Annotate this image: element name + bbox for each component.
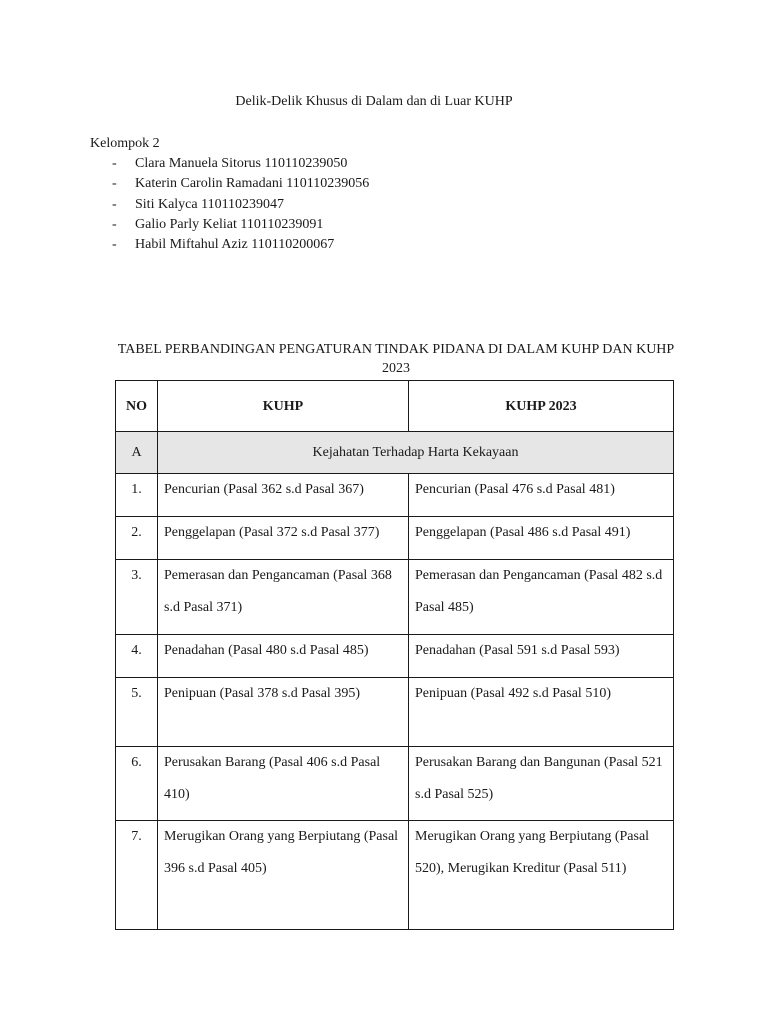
kuhp-2023-cell: Merugikan Orang yang Berpiutang (Pasal 520), Merugikan Kreditur (Pasal 511)	[409, 821, 674, 930]
list-item	[112, 155, 369, 175]
kuhp-cell: Penadahan (Pasal 480 s.d Pasal 485)	[158, 635, 409, 678]
member-name: Galio Parly Keliat 110110239091	[135, 216, 324, 232]
bullet-dash: -	[112, 156, 117, 171]
table-row	[116, 635, 674, 678]
member-name: Siti Kalyca 110110239047	[135, 196, 285, 212]
kuhp-2023-cell: Pencurian (Pasal 476 s.d Pasal 481)	[409, 474, 674, 517]
table-row	[116, 678, 674, 747]
header-kuhp-2023: KUHP 2023	[409, 381, 674, 432]
kuhp-cell: Merugikan Orang yang Berpiutang (Pasal 396 s.d Pasal 405)	[158, 821, 409, 930]
row-no: 7.	[116, 821, 158, 930]
table-row	[116, 560, 674, 635]
member-name: Katerin Carolin Ramadani 110110239056	[135, 176, 370, 192]
kuhp-2023-cell: Penipuan (Pasal 492 s.d Pasal 510)	[409, 678, 674, 747]
row-no: 2.	[116, 517, 158, 560]
table-row	[116, 821, 674, 930]
member-list	[112, 155, 369, 256]
table-row	[116, 517, 674, 560]
table-row	[116, 747, 674, 821]
header-kuhp: KUHP	[158, 381, 409, 432]
document-title: Delik-Delik Khusus di Dalam dan di Luar KUHP	[235, 94, 513, 109]
kuhp-2023-cell: Penggelapan (Pasal 486 s.d Pasal 491)	[409, 517, 674, 560]
bullet-dash: -	[112, 216, 117, 232]
kuhp-2023-cell: Penadahan (Pasal 591 s.d Pasal 593)	[409, 635, 674, 678]
list-item	[112, 175, 369, 195]
table-title: TABEL PERBANDINGAN PENGATURAN TINDAK PIDANA DI DALAM KUHP DAN KUHP 2023	[117, 342, 675, 376]
member-name: Clara Manuela Sitorus 110110239050	[135, 156, 348, 171]
kuhp-cell: Perusakan Barang (Pasal 406 s.d Pasal 410)	[158, 747, 409, 821]
kuhp-cell: Pencurian (Pasal 362 s.d Pasal 367)	[158, 474, 409, 517]
bullet-dash: -	[112, 237, 117, 253]
member-name: Habil Miftahul Aziz 110110200067	[135, 237, 335, 253]
bullet-dash: -	[112, 176, 117, 192]
row-no: 1.	[116, 474, 158, 517]
section-row	[116, 432, 674, 474]
section-no: A	[116, 432, 158, 474]
list-item	[112, 196, 369, 216]
list-item	[112, 236, 369, 256]
kuhp-cell: Penipuan (Pasal 378 s.d Pasal 395)	[158, 678, 409, 747]
header-no: NO	[116, 381, 158, 432]
row-no: 3.	[116, 560, 158, 635]
comparison-table	[115, 380, 674, 930]
group-label: Kelompok 2	[90, 136, 160, 151]
kuhp-cell: Pemerasan dan Pengancaman (Pasal 368 s.d Pasal 371)	[158, 560, 409, 635]
kuhp-2023-cell: Perusakan Barang dan Bangunan (Pasal 521 s.d Pasal 525)	[409, 747, 674, 821]
table-header-row	[116, 381, 674, 432]
section-label: Kejahatan Terhadap Harta Kekayaan	[158, 432, 674, 474]
kuhp-2023-cell: Pemerasan dan Pengancaman (Pasal 482 s.d Pasal 485)	[409, 560, 674, 635]
row-no: 6.	[116, 747, 158, 821]
row-no: 5.	[116, 678, 158, 747]
list-item	[112, 216, 369, 236]
kuhp-cell: Penggelapan (Pasal 372 s.d Pasal 377)	[158, 517, 409, 560]
table-row	[116, 474, 674, 517]
bullet-dash: -	[112, 196, 117, 212]
row-no: 4.	[116, 635, 158, 678]
